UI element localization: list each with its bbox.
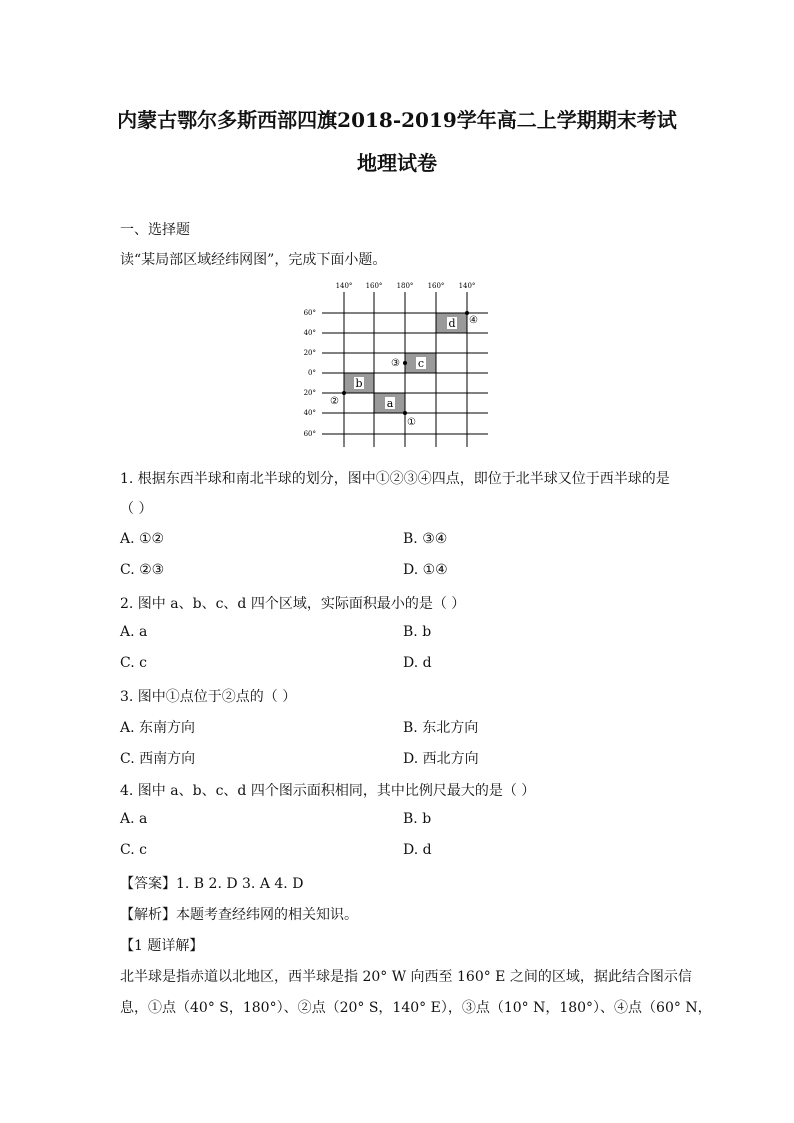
analysis-line: 【解析】本题考查经纬网的相关知识。 bbox=[120, 907, 358, 923]
q3-option-a: A. 东南方向 bbox=[120, 720, 196, 736]
region-label-a: a bbox=[386, 397, 394, 410]
region-label-c: c bbox=[417, 357, 425, 370]
point-1-label: ① bbox=[407, 417, 416, 428]
q3-option-b: B. 东北方向 bbox=[403, 720, 479, 736]
lon-label: 140° bbox=[458, 282, 476, 290]
detail-text-2: 息，①点（40° S，180°）、②点（20° S，140° E），③点（10° N，180°）、④点（60° N， bbox=[120, 1000, 712, 1016]
exam-title-line1: 内蒙古鄂尔多斯西部四旗2018-2019学年高二上学期期末考试 bbox=[117, 108, 677, 132]
question-3-stem: 3. 图中①点位于②点的（ ） bbox=[120, 689, 297, 705]
lat-label: 0° bbox=[308, 369, 316, 377]
region-label-b: b bbox=[355, 377, 363, 390]
detail-text-1: 北半球是指赤道以北地区，西半球是指 20° W 向西至 160° E 之间的区域，据此结合图示信 bbox=[120, 969, 692, 985]
lon-label: 160° bbox=[365, 282, 383, 290]
exam-title-line2: 地理试卷 bbox=[357, 151, 437, 175]
q2-option-d: D. d bbox=[403, 655, 432, 671]
point-4-label: ④ bbox=[469, 315, 478, 326]
question-1-stem: 1. 根据东西半球和南北半球的划分，图中①②③④四点，即位于北半球又位于西半球的是 bbox=[120, 471, 670, 487]
q4-option-d: D. d bbox=[403, 842, 432, 858]
section-heading: 一、选择题 bbox=[120, 222, 190, 238]
q2-option-c: C. c bbox=[120, 655, 147, 671]
lat-label: 40° bbox=[303, 409, 316, 417]
point-3-label: ③ bbox=[391, 358, 400, 369]
question-1-blank: （ ） bbox=[120, 501, 153, 517]
detail-heading: 【1 题详解】 bbox=[120, 938, 204, 954]
point-1-dot bbox=[403, 411, 407, 415]
point-2-dot bbox=[342, 391, 346, 395]
question-4-stem: 4. 图中 a、b、c、d 四个图示面积相同，其中比例尺最大的是（ ） bbox=[120, 783, 536, 799]
graticule-map bbox=[296, 277, 496, 447]
q3-option-c: C. 西南方向 bbox=[120, 751, 196, 767]
q4-option-c: C. c bbox=[120, 842, 147, 858]
lon-label: 180° bbox=[396, 282, 414, 290]
q1-option-a: A. ①② bbox=[120, 531, 165, 547]
q3-option-d: D. 西北方向 bbox=[403, 751, 479, 767]
lon-label: 160° bbox=[427, 282, 445, 290]
lon-label: 140° bbox=[335, 282, 353, 290]
lat-label: 60° bbox=[303, 430, 316, 438]
point-3-dot bbox=[403, 361, 407, 365]
intro-text: 读“某局部区域经纬网图”，完成下面小题。 bbox=[120, 252, 387, 268]
q1-option-b: B. ③④ bbox=[403, 531, 448, 547]
lat-label: 20° bbox=[303, 349, 316, 357]
q2-option-b: B. b bbox=[403, 624, 432, 640]
q4-option-a: A. a bbox=[120, 811, 148, 827]
point-2-label: ② bbox=[330, 396, 339, 407]
q1-option-c: C. ②③ bbox=[120, 562, 165, 578]
q2-option-a: A. a bbox=[120, 624, 148, 640]
lat-label: 60° bbox=[303, 309, 316, 317]
answer-line: 【答案】1. B 2. D 3. A 4. D bbox=[120, 876, 304, 892]
lat-label: 40° bbox=[303, 329, 316, 337]
q1-option-d: D. ①④ bbox=[403, 562, 448, 578]
region-label-d: d bbox=[448, 317, 456, 330]
q4-option-b: B. b bbox=[403, 811, 432, 827]
question-2-stem: 2. 图中 a、b、c、d 四个区域，实际面积最小的是（ ） bbox=[120, 596, 466, 612]
lat-label: 20° bbox=[303, 389, 316, 397]
